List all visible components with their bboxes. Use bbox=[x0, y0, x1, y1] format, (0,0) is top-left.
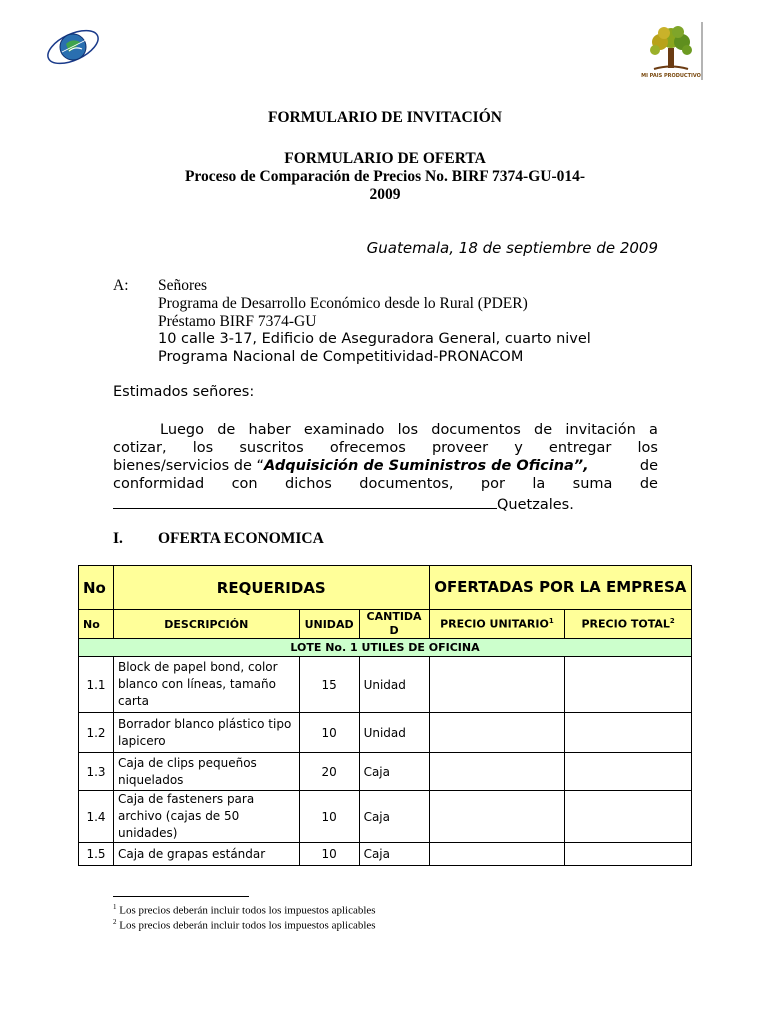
precio-unitario-cell[interactable] bbox=[429, 713, 565, 753]
form-title-oferta: FORMULARIO DE OFERTA bbox=[284, 150, 486, 167]
precio-total-cell[interactable] bbox=[565, 657, 692, 713]
table-row bbox=[79, 843, 692, 866]
greeting: Estimados señores: bbox=[113, 384, 255, 400]
table-row bbox=[79, 713, 692, 753]
item-unidad: 10 bbox=[299, 713, 359, 753]
precio-total-cell[interactable] bbox=[565, 713, 692, 753]
section-number: I. bbox=[113, 530, 123, 547]
tree-logo-text: MI PAIS PRODUCTIVO bbox=[641, 73, 701, 79]
section-title: OFERTA ECONOMICA bbox=[158, 530, 324, 547]
recipient-label: A: bbox=[113, 277, 129, 294]
header-requeridas: REQUERIDAS bbox=[113, 566, 429, 610]
letter-date: Guatemala, 18 de septiembre de 2009 bbox=[366, 239, 658, 257]
amount-line: Quetzales. bbox=[113, 494, 574, 513]
item-cantidad: Caja bbox=[359, 843, 429, 866]
recipient-line: Préstamo BIRF 7374-GU bbox=[158, 313, 317, 330]
item-no: 1.4 bbox=[79, 791, 114, 843]
body-line-1: Luego de haber examinado los documentos de invitación a bbox=[160, 422, 658, 438]
recipient-line: Señores bbox=[158, 277, 208, 294]
item-no: 1.5 bbox=[79, 843, 114, 866]
item-cantidad: Caja bbox=[359, 791, 429, 843]
item-description: Caja de clips pequeños niquelados bbox=[113, 753, 299, 791]
precio-unitario-cell[interactable] bbox=[429, 791, 565, 843]
body-line-3: bienes/servicios de “Adquisición de Suministros de Oficina”, de bbox=[113, 458, 658, 474]
table-row bbox=[79, 753, 692, 791]
subheader-precio-unitario: PRECIO UNITARIO$^1$ bbox=[429, 610, 565, 639]
item-name: Adquisición de Suministros de Oficina”, bbox=[264, 458, 589, 474]
item-cantidad: Unidad bbox=[359, 713, 429, 753]
pronacom-logo bbox=[42, 22, 104, 72]
subheader-no: No bbox=[79, 610, 114, 639]
item-unidad: 10 bbox=[299, 791, 359, 843]
item-cantidad: Caja bbox=[359, 753, 429, 791]
subheader-unidad: UNIDAD bbox=[299, 610, 359, 639]
precio-unitario-cell[interactable] bbox=[429, 843, 565, 866]
footnote: $^2$ Los precios deberán incluir todos los impuestos aplicables bbox=[113, 918, 376, 932]
tree-logo bbox=[640, 20, 706, 82]
footnote: $^1$ Los precios deberán incluir todos los impuestos aplicables bbox=[113, 903, 376, 917]
item-description: Caja de grapas estándar bbox=[113, 843, 299, 866]
item-description: Borrador blanco plástico tipo lapicero bbox=[113, 713, 299, 753]
offer-table bbox=[78, 565, 692, 866]
subheader-cantidad: CANTIDA D bbox=[359, 610, 429, 639]
recipient-line: Programa Nacional de Competitividad-PRONACOM bbox=[158, 349, 524, 365]
form-title-invitacion: FORMULARIO DE INVITACIÓN bbox=[268, 109, 502, 126]
item-cantidad: Unidad bbox=[359, 657, 429, 713]
item-no: 1.1 bbox=[79, 657, 114, 713]
precio-total-cell[interactable] bbox=[565, 753, 692, 791]
body-line-2: cotizar, los suscritos ofrecemos proveer y entregar los bbox=[113, 440, 658, 456]
item-unidad: 20 bbox=[299, 753, 359, 791]
body-line-4: conformidad con dichos documentos, por la suma de bbox=[113, 476, 658, 492]
subheader-descripcion: DESCRIPCIÓN bbox=[113, 610, 299, 639]
precio-unitario-cell[interactable] bbox=[429, 657, 565, 713]
header-ofertadas: OFERTADAS POR LA EMPRESA bbox=[429, 566, 691, 610]
footnote-separator bbox=[113, 896, 249, 897]
precio-total-cell[interactable] bbox=[565, 791, 692, 843]
item-no: 1.2 bbox=[79, 713, 114, 753]
subheader-precio-total: PRECIO TOTAL$^2$ bbox=[565, 610, 692, 639]
item-unidad: 15 bbox=[299, 657, 359, 713]
item-unidad: 10 bbox=[299, 843, 359, 866]
recipient-line: 10 calle 3-17, Edificio de Aseguradora General, cuarto nivel bbox=[158, 331, 591, 347]
item-description: Caja de fasteners para archivo (cajas de 50 unidades) bbox=[113, 791, 299, 843]
item-description: Block de papel bond, color blanco con líneas, tamaño carta bbox=[113, 657, 299, 713]
precio-total-cell[interactable] bbox=[565, 843, 692, 866]
lote-row: LOTE No. 1 UTILES DE OFICINA bbox=[79, 639, 692, 657]
header-no: No bbox=[79, 566, 114, 610]
item-no: 1.3 bbox=[79, 753, 114, 791]
amount-blank[interactable] bbox=[113, 494, 497, 509]
process-title: Proceso de Comparación de Precios No. BIRF 7374-GU-014- bbox=[184, 168, 586, 185]
table-row bbox=[79, 657, 692, 713]
process-title-year: 2009 bbox=[369, 186, 401, 203]
precio-unitario-cell[interactable] bbox=[429, 753, 565, 791]
table-row bbox=[79, 791, 692, 843]
recipient-line: Programa de Desarrollo Económico desde lo Rural (PDER) bbox=[158, 295, 528, 312]
